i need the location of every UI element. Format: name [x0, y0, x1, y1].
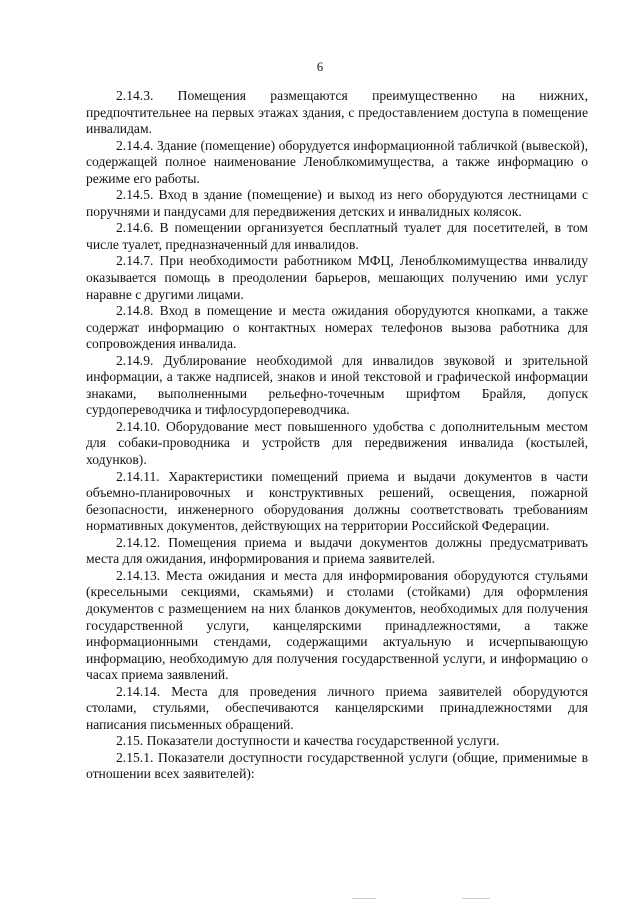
- paragraph-2-14-11: 2.14.11. Характеристики помещений приема и выдачи документов в части объемно-планировочных и конструктивных решений, освещения, пожарной безопасности, инженерного оборудования должны соответствовать требованиям нормативных документов, действующих на территории Российской Федерации.: [86, 468, 588, 534]
- paragraph-2-14-9: 2.14.9. Дублирование необходимой для инвалидов звуковой и зрительной информации, а также надписей, знаков и иной текстовой и графической информации знаками, выполненными рельефно-точечным шрифтом Брайля, допуск сурдопереводчика и тифлосурдопереводчика.: [86, 352, 588, 418]
- paragraph-2-14-6: 2.14.6. В помещении организуется бесплатный туалет для посетителей, в том числе туалет, предназначенный для инвалидов.: [86, 220, 588, 252]
- paragraph-2-14-3: 2.14.3. Помещения размещаются преимущественно на нижних, предпочтительнее на первых этажах здания, с предоставлением доступа в помещение инвалидам.: [86, 88, 588, 137]
- page-number: 6: [316, 60, 324, 74]
- paragraph-2-14-4: 2.14.4. Здание (помещение) оборудуется информационной табличкой (вывеской), содержащей полное наименование Леноблкомимущества, а также информацию о режиме его работы.: [86, 137, 588, 186]
- paragraph-2-14-7: 2.14.7. При необходимости работником МФЦ, Леноблкомимущества инвалиду оказывается помощь в преодолении барьеров, мешающих получению ими услуг наравне с другими лицами.: [86, 253, 588, 302]
- document-body: [86, 88, 588, 783]
- paragraph-2-14-13: 2.14.13. Места ожидания и места для информирования оборудуются стульями (кресельными секциями, скамьями) и столами (стойками) для оформления документов с размещением на них бланков документов, необходимых для получения государственной услуги, канцелярскими принадлежностями, а также информационными стендами, содержащими актуальную и исчерпывающую информацию, необходимую для получения государственной услуги, и информацию о часах приема заявлений.: [86, 567, 588, 683]
- paragraph-2-14-10: 2.14.10. Оборудование мест повышенного удобства с дополнительным местом для собаки-проводника и устройств для передвижения инвалида (костылей, ходунков).: [86, 418, 588, 468]
- scan-edge-mark: [462, 898, 490, 899]
- paragraph-2-14-8: 2.14.8. Вход в помещение и места ожидания оборудуются кнопками, а также содержат информацию о контактных номерах телефонов вызова работника для сопровождения инвалида.: [86, 303, 588, 352]
- scan-edge-mark: [352, 898, 376, 899]
- paragraph-2-15: 2.15. Показатели доступности и качества государственной услуги.: [116, 733, 500, 749]
- paragraph-2-14-12: 2.14.12. Помещения приема и выдачи документов должны предусматривать места для ожидания, информирования и приема заявителей.: [86, 534, 588, 567]
- paragraph-2-15-1: 2.15.1. Показатели доступности государственной услуги (общие, применимые в отношении всех заявителей):: [86, 749, 588, 782]
- paragraph-2-14-14: 2.14.14. Места для проведения личного приема заявителей оборудуются столами, стульями, обеспечиваются канцелярскими принадлежностями для написания письменных обращений.: [86, 683, 588, 732]
- paragraph-2-14-5: 2.14.5. Вход в здание (помещение) и выход из него оборудуются лестницами с поручнями и пандусами для передвижения детских и инвалидных колясок.: [86, 187, 588, 219]
